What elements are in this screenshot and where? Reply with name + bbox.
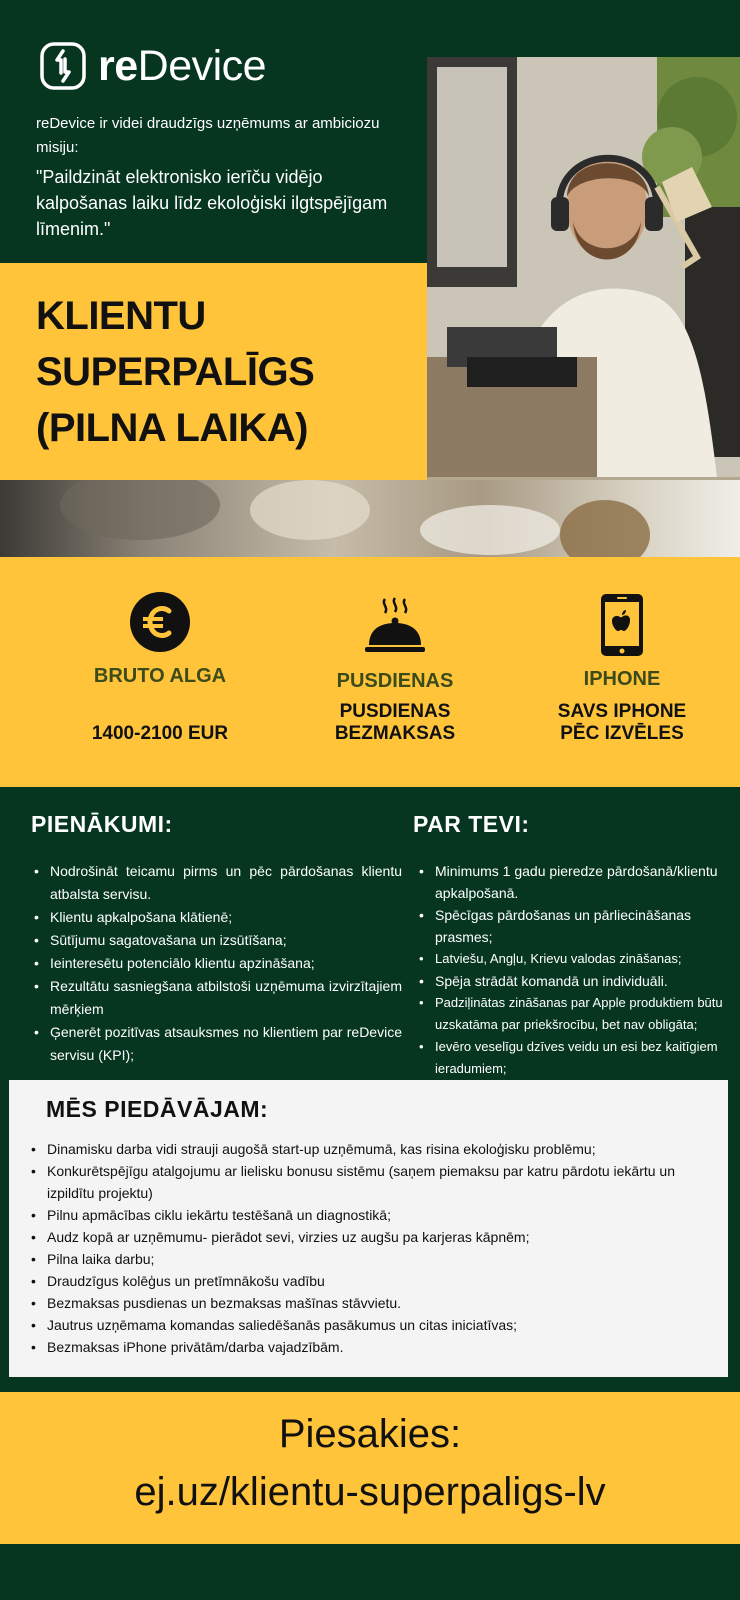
benefit-value-line: PĒC IZVĒLES: [560, 723, 684, 744]
recycle-device-icon: [38, 40, 88, 92]
list-item: • Klientu apkalpošana klātienē;: [50, 906, 402, 929]
list-item: • Pilnu apmācības ciklu iekārtu testēšanā un diagnostikā;: [47, 1204, 707, 1226]
list-item: • Ieinteresētu potenciālo klientu apzināšana;: [50, 952, 402, 975]
benefit-value-line: 1400-2100 EUR: [91, 723, 229, 744]
job-title-line: (PILNA LAIKA): [36, 406, 308, 450]
list-item: • Ievēro veselīgu dzīves veidu un esi bez kaitīgiem ieradumiem;: [435, 1036, 740, 1080]
list-item: • Konkurētspējīgu atalgojumu ar lielisku bonusu sistēmu (saņem piemaksu par katru pārdotu iekārtu un izpildītu projektu): [47, 1160, 707, 1204]
job-title: [36, 288, 416, 456]
brand-name-rest: Device: [137, 41, 267, 90]
benefit-label: IPHONE: [583, 668, 661, 690]
apply-section: [0, 1392, 740, 1544]
euro-coin-icon: [129, 591, 191, 658]
mission-quote: "Paildzināt elektronisko ierīču vidējo kalpošanas laiku līdz ekoloģiski ilgtspējīgam līmenim.": [36, 167, 388, 239]
offer-list: [47, 1138, 707, 1358]
brand-logo: [38, 40, 266, 92]
benefit-value-line: SAVS IPHONE: [557, 701, 687, 722]
duties-list: [32, 860, 402, 1067]
list-item: • Rezultātu sasniegšana atbilstoši uzņēmuma izvirzītajiem mērķiem: [50, 975, 402, 1021]
duties-title: PIENĀKUMI:: [31, 811, 173, 837]
list-item: • Pilna laika darbu;: [47, 1248, 707, 1270]
benefit-value: [40, 723, 280, 745]
benefit-label: BRUTO ALGA: [93, 665, 227, 687]
benefits-section: [0, 557, 740, 787]
list-item: • Spēja strādāt komandā un individuāli.: [435, 970, 740, 992]
list-item: • Dinamisku darba vidi strauji augošā start-up uzņēmumā, kas risina ekoloģisku problēmu;: [47, 1138, 707, 1160]
benefit-value-line: BEZMAKSAS: [334, 723, 456, 744]
hero-section: [0, 0, 740, 557]
job-title-line: SUPERPALĪGS: [36, 350, 315, 394]
about-list: [417, 860, 740, 1080]
list-item: • Minimums 1 gadu pieredze pārdošanā/klientu apkalpošanā.: [435, 860, 740, 904]
offer-title: MĒS PIEDĀVĀJAM:: [46, 1096, 269, 1122]
list-item: • Draudzīgus kolēģus un pretīmnākošu vadību: [47, 1270, 707, 1292]
brand-name: [98, 41, 267, 90]
list-item: • Ģenerēt pozitīvas atsauksmes no klientiem par reDevice servisu (KPI);: [50, 1021, 402, 1067]
brand-name-bold: re: [98, 41, 138, 90]
list-item: • Nodrošināt teicamu pirms un pēc pārdošanas klientu atbalsta servisu.: [50, 860, 402, 906]
smartphone-apple-icon: [600, 593, 644, 662]
benefit-value-line: PUSDIENAS: [339, 701, 451, 722]
food-cloche-icon: [363, 595, 427, 664]
hero-photo-strip: [0, 480, 740, 557]
list-item: • Bezmaksas pusdienas un bezmaksas mašīnas stāvvietu.: [47, 1292, 707, 1314]
about-title: PAR TEVI:: [413, 811, 530, 837]
job-title-line: KLIENTU: [36, 294, 206, 338]
offer-section: [9, 1080, 728, 1377]
intro-text: reDevice ir videi draudzīgs uzņēmums ar ambiciozu misiju:: [36, 115, 380, 156]
requirements-section: [0, 787, 740, 1080]
list-item: • Bezmaksas iPhone privātām/darba vajadzībām.: [47, 1336, 707, 1358]
apply-label: Piesakies:: [278, 1412, 462, 1456]
benefit-label: PUSDIENAS: [336, 670, 454, 692]
list-item: • Audz kopā ar uzņēmumu- pierādot sevi, virzies uz augšu pa karjeras kāpnēm;: [47, 1226, 707, 1248]
list-item: • Spēcīgas pārdošanas un pārliecināšanas prasmes;: [435, 904, 740, 948]
benefit-value: [275, 701, 515, 745]
apply-link[interactable]: ej.uz/klientu-superpaligs-lv: [134, 1470, 606, 1514]
list-item: • Jautrus uzņēmama komandas saliedēšanās pasākumus un citas iniciatīvas;: [47, 1314, 707, 1336]
benefit-value: [502, 701, 740, 745]
list-item: • Sūtījumu sagatovašana un izsūtīšana;: [50, 929, 402, 952]
list-item: • Padziļinātas zināšanas par Apple produktiem būtu uzskatāma par priekšrocību, bet nav obligāta;: [435, 992, 740, 1036]
company-intro: [36, 112, 406, 242]
list-item: • Latviešu, Angļu, Krievu valodas zināšanas;: [435, 948, 740, 970]
